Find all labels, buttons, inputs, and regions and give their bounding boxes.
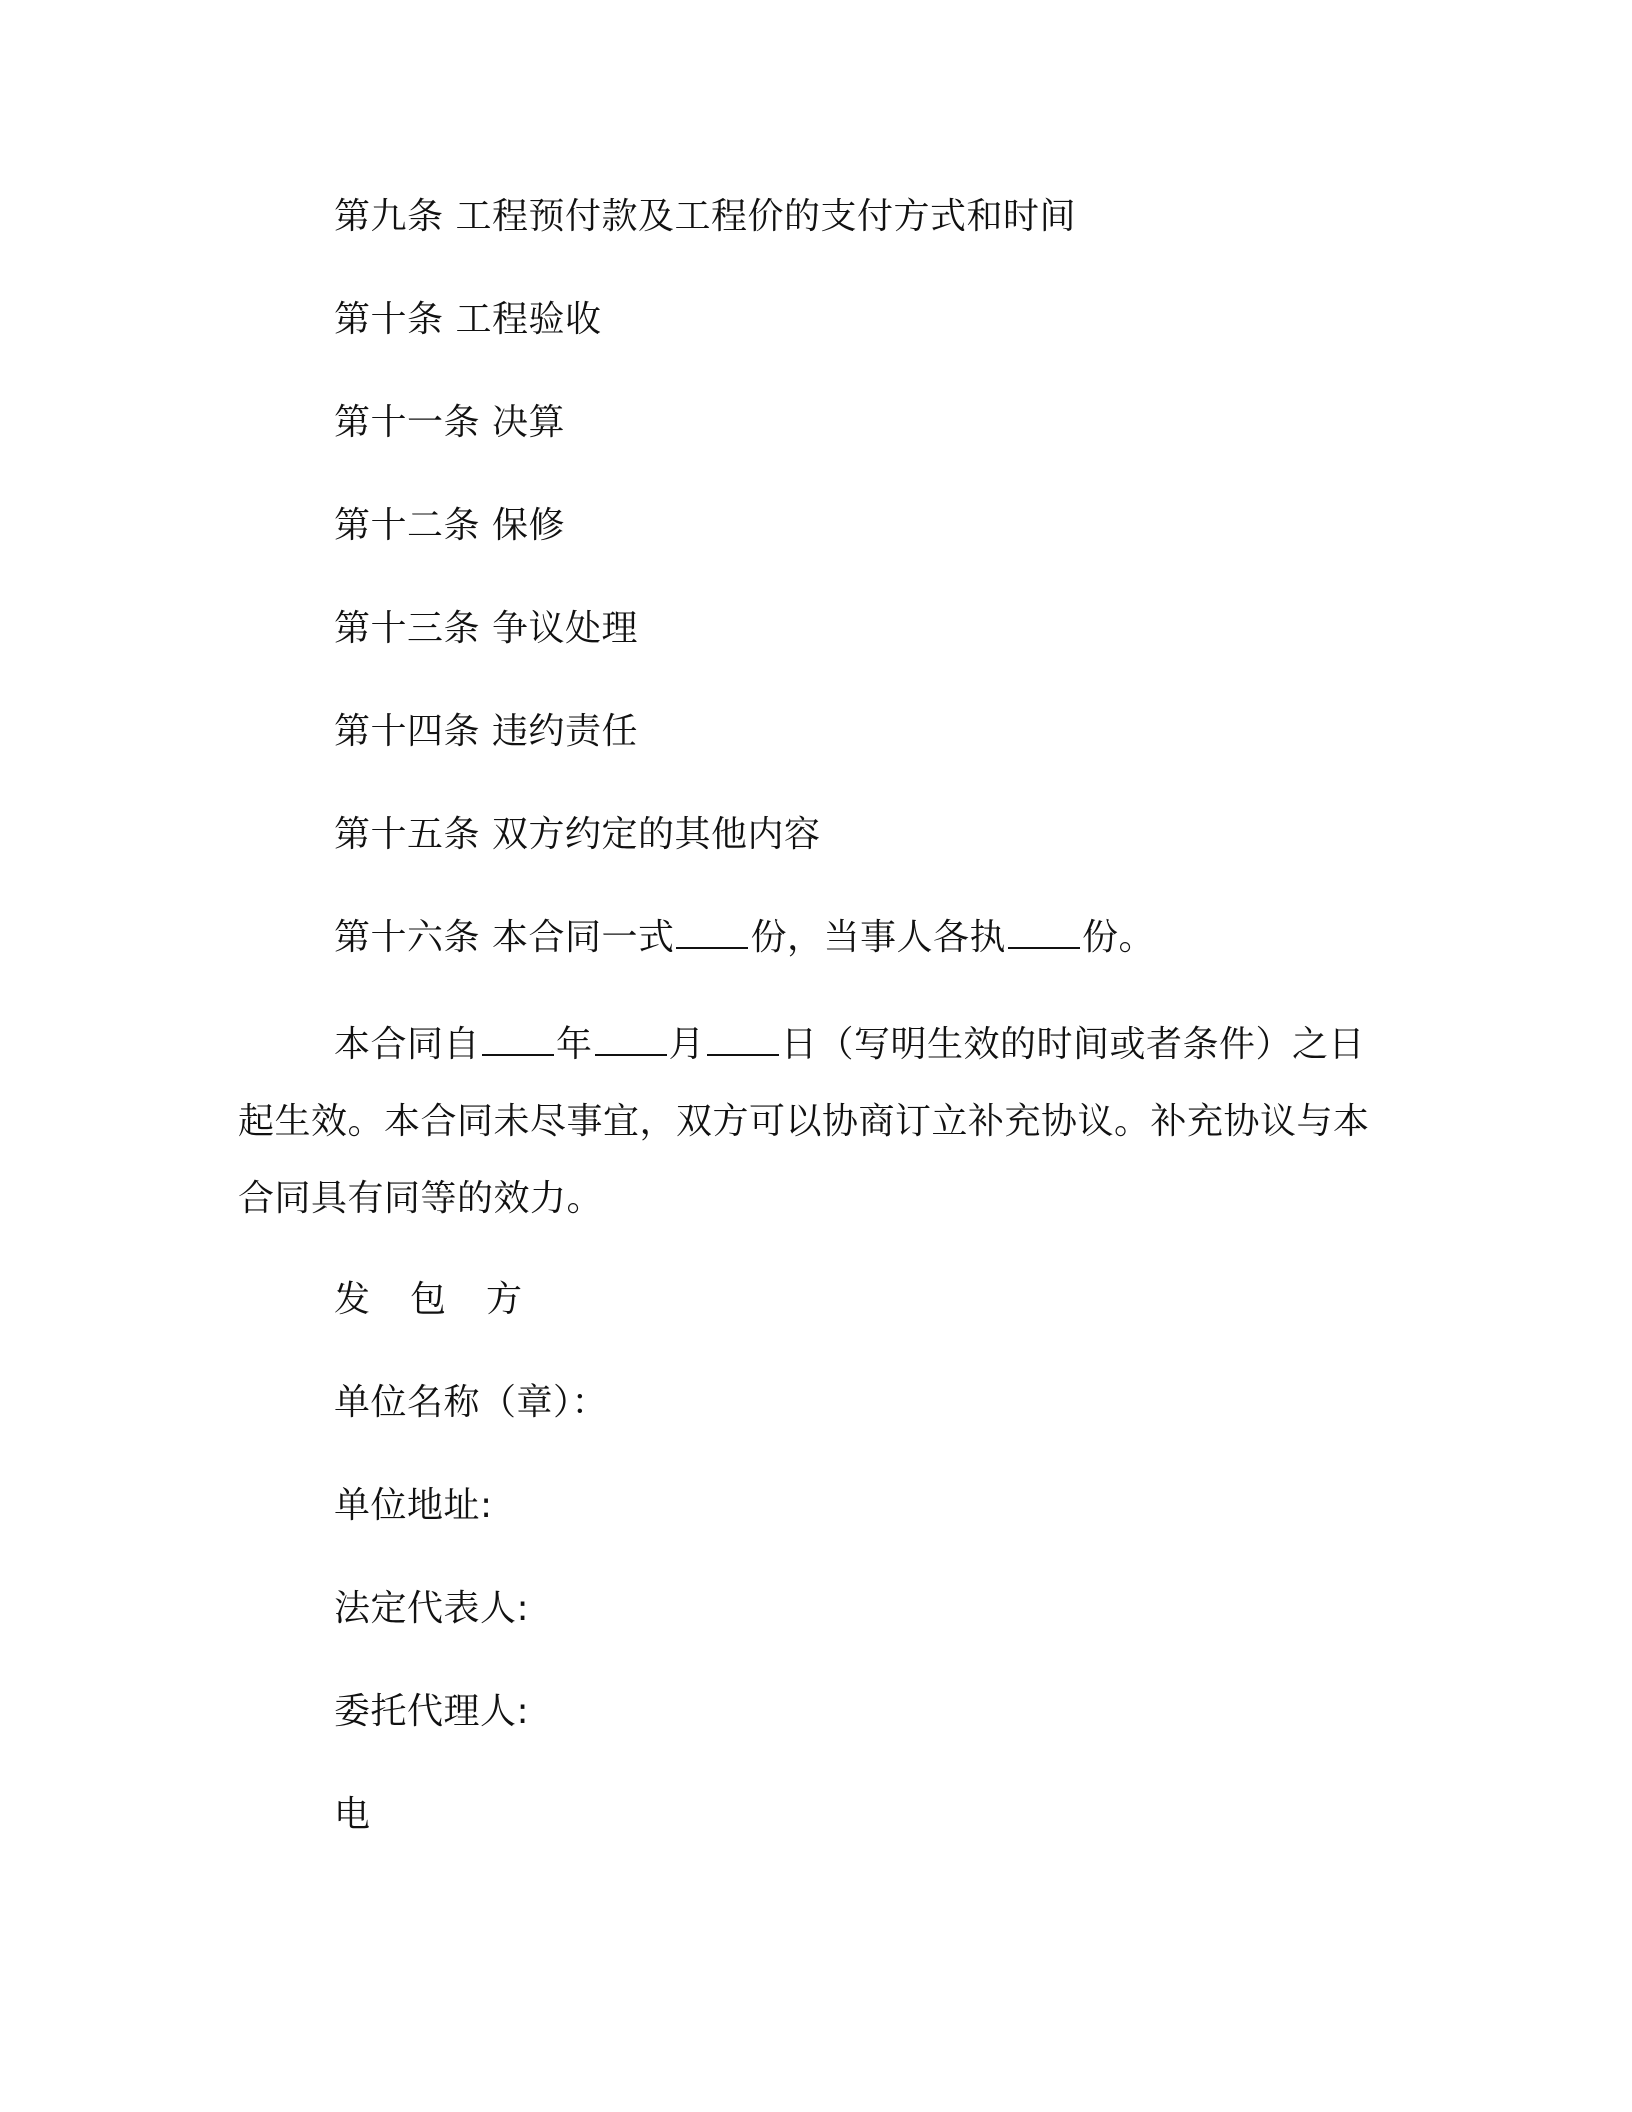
year-blank (482, 1024, 554, 1056)
article-9: 第九条 工程预付款及工程价的支付方式和时间 (334, 196, 1076, 237)
article-10: 第十条 工程验收 (334, 299, 602, 340)
unit-name-label: 单位名称（章）： (334, 1382, 609, 1423)
article-14: 第十四条 违约责任 (334, 711, 638, 752)
effective-text-3: 月 (668, 1024, 706, 1065)
copies-each-blank (1008, 917, 1080, 949)
article-16-text-1: 第十六条 本合同一式 (334, 917, 675, 958)
article-15: 第十五条 双方约定的其他内容 (334, 814, 821, 855)
article-16 (334, 916, 1155, 960)
article-13: 第十三条 争议处理 (334, 608, 638, 649)
effective-text-2: 年 (556, 1024, 593, 1065)
article-11: 第十一条 决算 (334, 402, 565, 443)
article-12: 第十二条 保修 (334, 505, 565, 546)
agent-label: 委托代理人: (334, 1691, 530, 1732)
phone-label: 电 (334, 1794, 371, 1835)
copies-total-blank (676, 917, 748, 949)
effective-text-1: 本合同自 (334, 1024, 481, 1065)
effective-clause (238, 1006, 1388, 1237)
unit-address-label: 单位地址: (334, 1485, 493, 1526)
article-16-text-3: 份。 (1081, 917, 1155, 958)
day-blank (707, 1024, 779, 1056)
article-16-text-2: 份，当事人各执 (750, 917, 1006, 958)
month-blank (595, 1024, 667, 1056)
signatory-heading: 发包方 (334, 1279, 563, 1320)
effective-text-4: 日（写明生效的时间或者条件）之日起生效。本合同未尽事宜，双方可以协商订立补充协议。补充协议与本合同具有同等的效力。 (238, 1024, 1370, 1219)
legal-rep-label: 法定代表人: (334, 1588, 530, 1629)
